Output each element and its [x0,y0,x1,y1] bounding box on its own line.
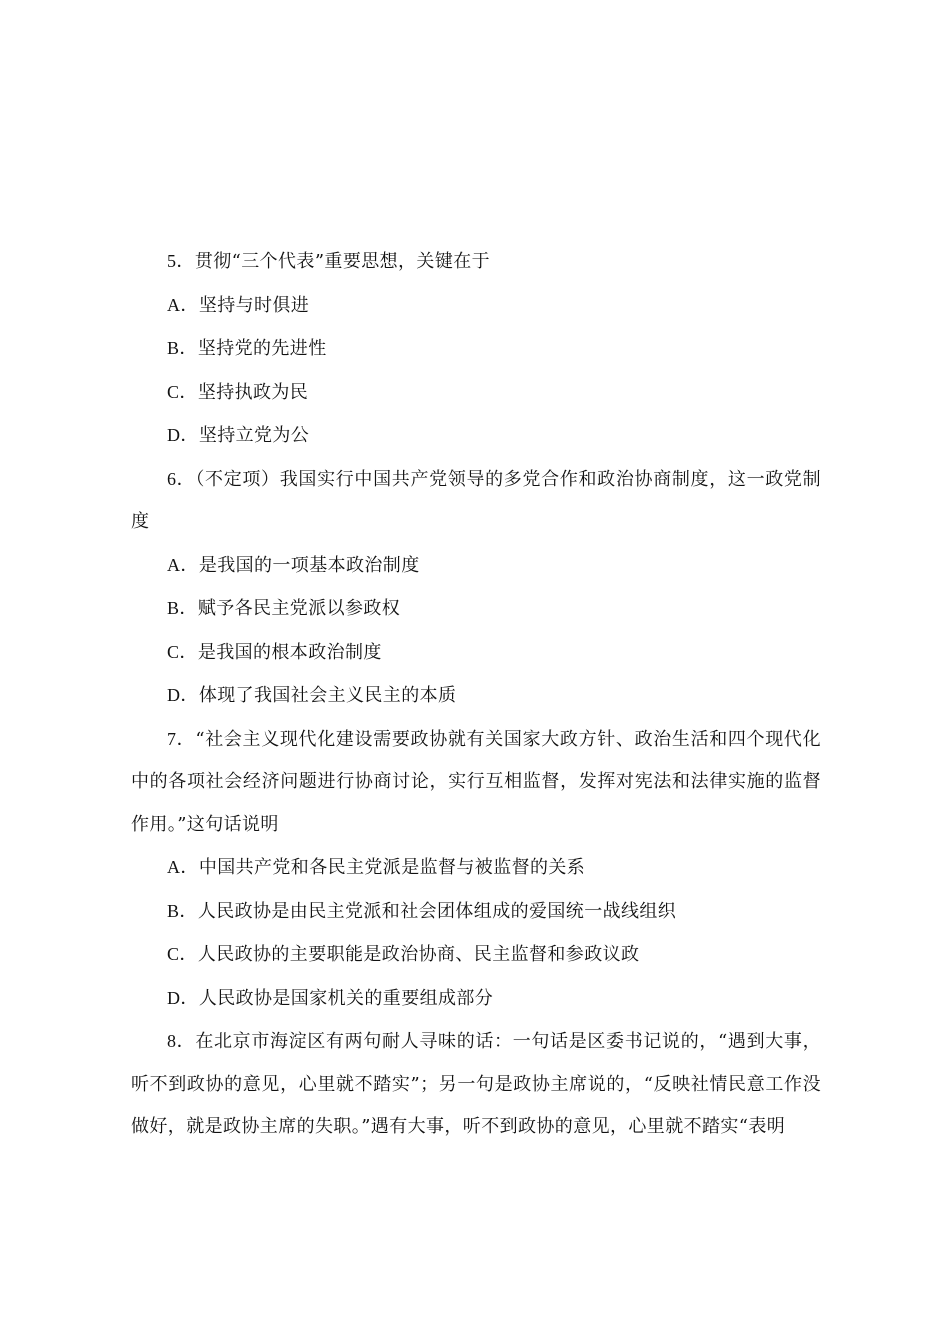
option-text: 坚持执政为民 [197,381,309,403]
option-b [131,890,821,934]
question-text: 在北京市海淀区有两句耐人寻味的话：一句话是区委书记说的，“遇到大事，听不到政协的意见，心里就不踏实”；另一句是政协主席说的，“反映社情民意工作没做好，就是政协主席的失职。”遇有大事，听不到政协的意见，心里就不踏实“表明 [131,1031,821,1137]
question-number: 8． [167,1031,196,1051]
option-a [131,846,821,890]
option-b [131,327,821,371]
option-text: 中国共产党和各民主党派是监督与被监督的关系 [198,857,586,878]
option-letter: A． [167,294,199,315]
option-letter: D． [167,685,199,705]
question-6 [131,458,821,718]
option-text: 是我国的一项基本政治制度 [198,554,420,576]
question-text: “社会主义现代化建设需要政协就有关国家大政方针、政治生活和四个现代化中的各项社会经济问题进行协商讨论，实行互相监督，发挥对宪法和法律实施的监督作用。”这句话说明 [131,728,821,835]
option-text: 坚持与时俱进 [198,294,310,316]
question-stem [131,458,821,544]
option-text: 人民政协是国家机关的重要组成部分 [198,987,494,1009]
option-text: 是我国的根本政治制度 [197,641,382,663]
option-letter: A． [167,857,199,877]
option-c [131,371,821,415]
option-letter: B． [167,598,198,618]
option-c [131,631,821,675]
question-stem [131,1020,821,1149]
question-stem [131,240,821,284]
option-letter: C． [167,381,198,402]
question-text: （不定项）我国实行中国共产党领导的多党合作和政治协商制度，这一政党制度 [131,468,821,532]
option-text: 赋予各民主党派以参政权 [197,598,401,619]
option-letter: B． [167,338,198,358]
question-number: 6． [167,468,196,489]
option-b [131,587,821,631]
option-letter: C． [167,944,198,964]
question-stem [131,718,821,847]
question-number: 7． [167,728,196,749]
option-text: 人民政协是由民主党派和社会团体组成的爱国统一战线组织 [197,900,677,922]
question-text: 贯彻“三个代表”重要思想，关键在于 [194,251,491,272]
question-list [131,240,821,1149]
option-text: 体现了我国社会主义民主的本质 [198,685,457,706]
option-letter: C． [167,641,198,662]
question-5 [131,240,821,458]
option-letter: B． [167,900,198,921]
option-a [131,284,821,328]
option-d [131,674,821,718]
option-d [131,977,821,1021]
question-number: 5． [167,251,195,271]
option-d [131,414,821,458]
question-7 [131,718,821,1021]
option-letter: A． [167,554,199,575]
option-c [131,933,821,977]
question-8 [131,1020,821,1149]
option-a [131,544,821,588]
option-text: 坚持立党为公 [198,425,310,446]
option-text: 坚持党的先进性 [197,338,327,359]
option-letter: D． [167,987,199,1008]
option-text: 人民政协的主要职能是政治协商、民主监督和参政议政 [197,944,640,965]
option-letter: D． [167,425,199,445]
